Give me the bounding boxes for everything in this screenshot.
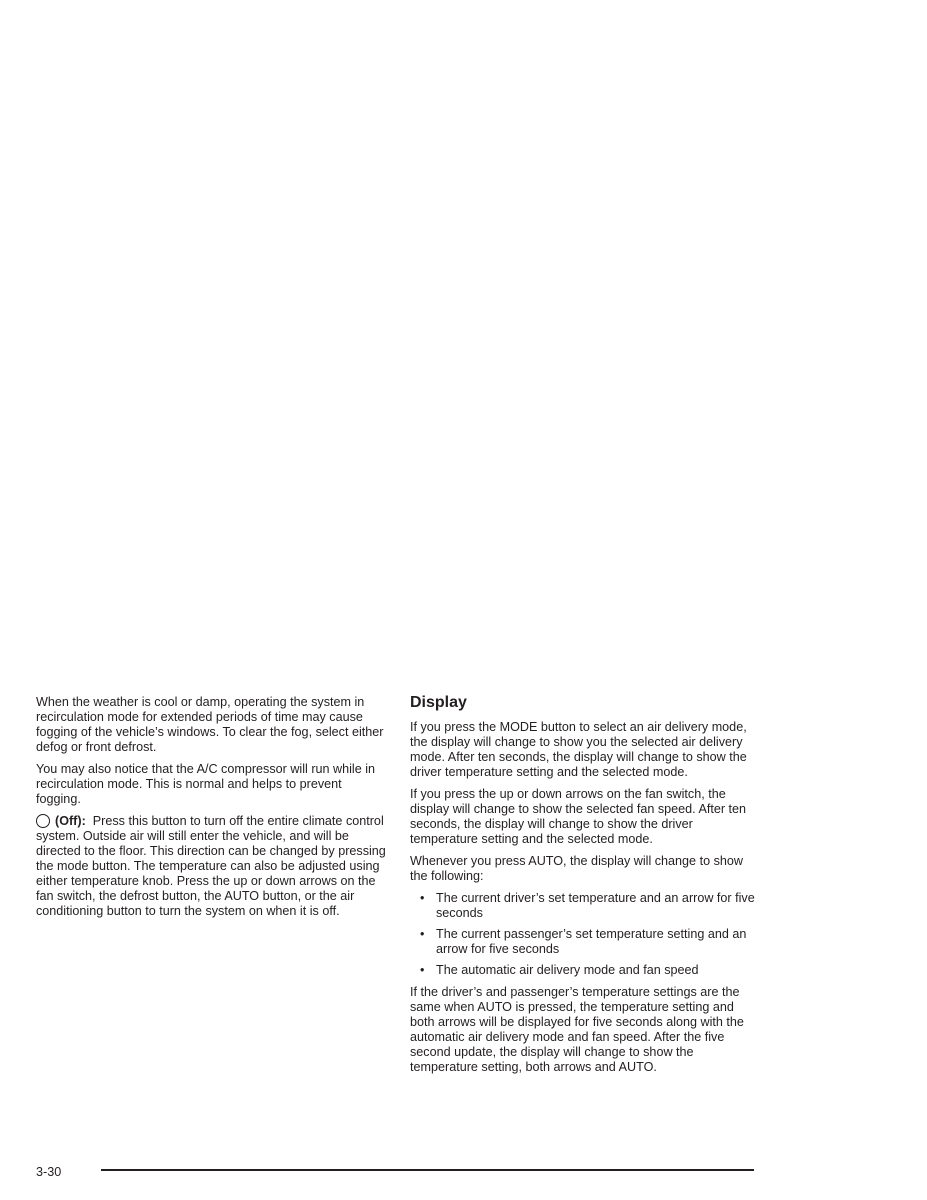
off-description: Press this button to turn off the entire climate control system. Outside air will still enter the vehicle, and will be directed to the floor. This direction can be changed by pressing the mode button. The temperature can also be adjusted using either temperature knob. Press the up or down arrows on the fan switch, the defrost button, the AUTO button, or the air conditioning button to turn the system on when it is off. bbox=[36, 814, 386, 918]
list-item-text: The automatic air delivery mode and fan speed bbox=[436, 963, 699, 977]
off-label: (Off): bbox=[55, 814, 86, 828]
left-column bbox=[36, 695, 386, 926]
list-item-text: The current passenger’s set temperature setting and an arrow for five seconds bbox=[436, 927, 747, 956]
list-item bbox=[410, 891, 760, 921]
auto-display-list bbox=[410, 891, 760, 978]
recirculation-fog-paragraph: When the weather is cool or damp, operating the system in recirculation mode for extended periods of time may cause fogging of the vehicle’s windows. To clear the fog, select either defog or front defrost. bbox=[36, 695, 384, 754]
list-item bbox=[410, 963, 760, 978]
auto-paragraph: Whenever you press AUTO, the display will change to show the following: bbox=[410, 854, 743, 883]
off-button-paragraph bbox=[36, 814, 386, 919]
mode-button-paragraph: If you press the MODE button to select an air delivery mode, the display will change to show you the selected air delivery mode. After ten seconds, the display will change to show the driver temperature setting and the selected mode. bbox=[410, 720, 747, 779]
bullet-icon: • bbox=[420, 891, 425, 905]
bullet-icon: • bbox=[420, 927, 425, 941]
ac-compressor-paragraph: You may also notice that the A/C compressor will run while in recirculation mode. This is normal and helps to prevent fogging. bbox=[36, 762, 376, 806]
same-temperature-paragraph: If the driver’s and passenger’s temperature settings are the same when AUTO is pressed, the temperature setting and both arrows will be displayed for five seconds along with the automatic air delivery mode and fan speed. After the five second update, the display will change to show the temperature setting, both arrows and AUTO. bbox=[410, 985, 744, 1074]
bullet-icon: • bbox=[420, 963, 425, 977]
circle-off-icon bbox=[36, 814, 50, 828]
right-column bbox=[410, 693, 760, 1082]
page-number: 3-30 bbox=[36, 1165, 62, 1179]
display-heading: Display bbox=[410, 694, 467, 711]
list-item bbox=[410, 927, 760, 957]
list-item-text: The current driver’s set temperature and an arrow for five seconds bbox=[436, 891, 755, 920]
footer-divider bbox=[101, 1169, 754, 1171]
fan-switch-paragraph: If you press the up or down arrows on the fan switch, the display will change to show the selected fan speed. After ten seconds, the display will change to show the driver temperature setting and the selected mode. bbox=[410, 787, 747, 846]
